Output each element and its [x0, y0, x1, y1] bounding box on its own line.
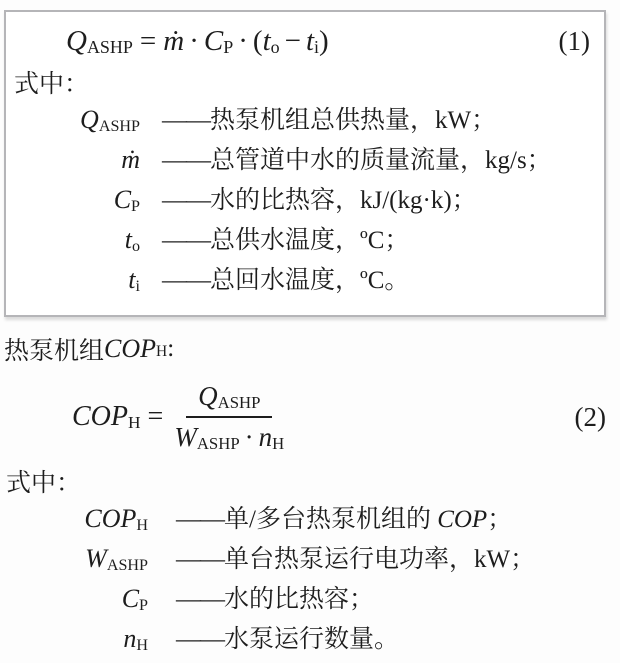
- symbol-sub: i: [135, 277, 140, 295]
- left-paren: (: [252, 24, 263, 57]
- definition-text: 单/多台热泵机组的 COP；: [224, 506, 513, 533]
- equals-sign: =: [139, 24, 157, 57]
- definition-row: [0, 579, 620, 619]
- symbol: [0, 504, 176, 534]
- section2-title: 热泵机组 COP $_H$ :: [0, 331, 620, 367]
- sub-H: H: [128, 413, 141, 433]
- equation1-box: [4, 10, 606, 317]
- sub-i: i: [314, 36, 320, 57]
- sub-P: P: [223, 36, 234, 57]
- definition-dash: ——: [162, 107, 210, 134]
- definition-row: [0, 499, 620, 539]
- definition-text: 总回水温度，ºC。: [210, 267, 410, 294]
- sub-ASHP: ASHP: [86, 36, 133, 57]
- definition-text: 水的比热容，kJ/(kg·k)；: [210, 187, 477, 214]
- var-COP: COP: [72, 401, 128, 432]
- symbol: [8, 265, 162, 295]
- definition-row: [0, 539, 620, 579]
- fraction-denominator: [174, 418, 284, 453]
- definition-dash: ——: [162, 187, 210, 214]
- definition-dash: ——: [162, 227, 210, 254]
- where-label: 式中：: [6, 470, 82, 497]
- symbol: [0, 544, 176, 574]
- equation2-number: (2): [574, 401, 606, 432]
- symbol-sub: H: [136, 636, 148, 654]
- minus-sign: −: [284, 24, 301, 57]
- definition-text: 热泵机组总供热量，kW；: [210, 107, 497, 134]
- definition-text: 单台热泵运行电功率，kW；: [224, 546, 536, 573]
- symbol: [8, 145, 162, 175]
- section2-title-colon: :: [167, 335, 175, 362]
- fraction: [174, 381, 284, 453]
- symbol-var: COP: [84, 504, 137, 533]
- sub-o: o: [270, 36, 280, 57]
- var-Q: Q: [66, 24, 87, 57]
- symbol: [8, 225, 162, 255]
- definition-dash: ——: [176, 546, 224, 573]
- symbol-sub: o: [131, 237, 140, 255]
- section2-title-prefix: 热泵机组: [4, 338, 105, 365]
- definition-row: [8, 140, 604, 180]
- cdot-operator: ·: [238, 24, 248, 57]
- symbol-var: ṁ: [121, 145, 140, 174]
- definition-row: [8, 220, 604, 260]
- definition-text: 水的比热容；: [224, 586, 375, 613]
- symbol-sub: H: [136, 516, 148, 534]
- cdot-operator: ·: [244, 422, 254, 452]
- definition-dash: ——: [162, 267, 210, 294]
- definition-text: 水泵运行数量。: [224, 626, 400, 653]
- definition-row: [8, 180, 604, 220]
- right-paren: ): [319, 24, 329, 57]
- definition-dash: ——: [176, 586, 224, 613]
- sub-ASHP: ASHP: [196, 434, 240, 453]
- var-C: C: [203, 24, 224, 57]
- symbol: [0, 584, 176, 614]
- definition-text: 总供水温度，ºC；: [210, 227, 410, 254]
- equation2-lhs: [72, 401, 170, 433]
- var-t-in: t: [305, 24, 315, 57]
- symbol-var: Q: [80, 105, 99, 134]
- symbol: [0, 624, 176, 654]
- equals-sign: =: [147, 401, 164, 432]
- equation1-line: [8, 18, 604, 64]
- symbol-var: C: [113, 185, 132, 214]
- definition-row: [8, 260, 604, 300]
- definition-row: [8, 100, 604, 140]
- var-n: n: [258, 422, 273, 452]
- definition-dash: ——: [162, 147, 210, 174]
- symbol-var: n: [123, 624, 137, 653]
- symbol-sub: ASHP: [98, 117, 140, 135]
- equation1-number: (1): [558, 25, 590, 56]
- symbol-sub: P: [139, 596, 148, 614]
- symbol-sub: P: [131, 197, 140, 215]
- symbol-sub: ASHP: [106, 556, 148, 574]
- where-label: 式中：: [14, 71, 90, 98]
- symbol: [8, 105, 162, 135]
- sub-H: H: [272, 434, 285, 453]
- symbol-var: t: [128, 265, 136, 294]
- definition-dash: ——: [176, 626, 224, 653]
- symbol-var: C: [121, 584, 140, 613]
- symbol-var: t: [124, 225, 132, 254]
- var-m-dot: ṁ: [163, 24, 185, 57]
- var-W: W: [174, 422, 197, 452]
- cdot-operator: ·: [189, 24, 199, 57]
- equation1-formula: [66, 25, 329, 58]
- symbol-var: W: [85, 544, 107, 573]
- var-t-out: t: [262, 24, 271, 57]
- equation2-line: [0, 371, 620, 463]
- sub-ASHP: ASHP: [217, 393, 261, 412]
- fraction-numerator: [186, 381, 272, 418]
- var-COP: COP: [104, 334, 157, 363]
- definition-list-2: [0, 499, 620, 659]
- definition-text: 总管道中水的质量流量，kg/s；: [210, 147, 552, 174]
- definition-dash: ——: [176, 506, 224, 533]
- var-Q: Q: [198, 381, 218, 411]
- definition-row: [0, 619, 620, 659]
- definition-list-1: [8, 100, 604, 300]
- symbol: [8, 185, 162, 215]
